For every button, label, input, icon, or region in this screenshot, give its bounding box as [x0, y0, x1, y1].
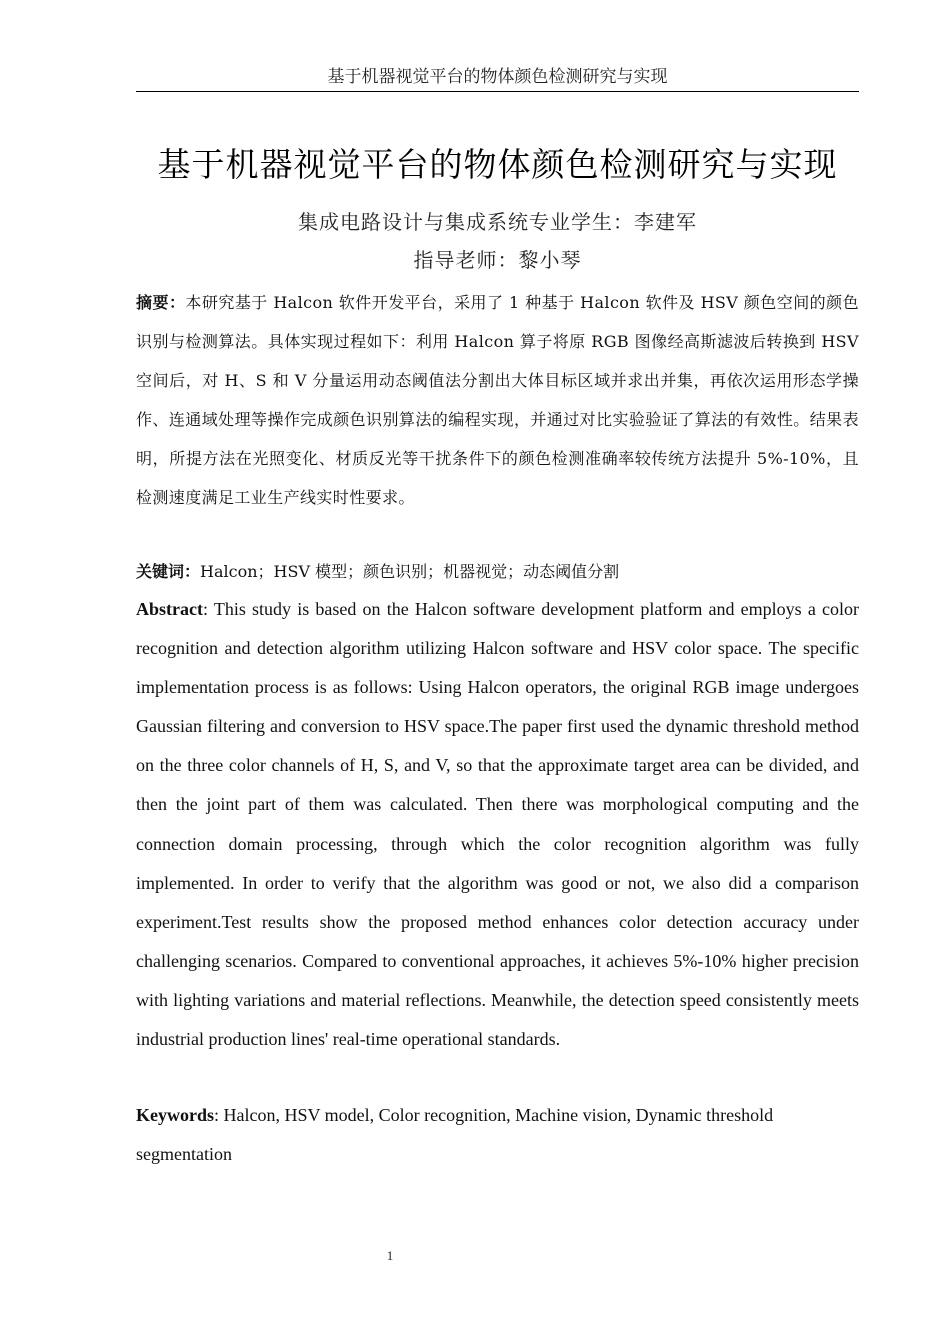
keywords-chinese-label: 关键词：	[136, 562, 201, 581]
abstract-english-text: : This study is based on the Halcon software development platform and employs a color recognition and detection algorithm utilizing Halcon software and HSV color space. The specific implementation process is as follows: Using Halcon operators, the original RGB image undergoes Gaussian filtering and conversion to HSV space.The paper first used the dynamic threshold method on the three color channels of H, S, and V, so that the approximate target area can be divided, and then the joint part of them was calculated. Then there was morphological computing and the connection domain processing, through which the color recognition algorithm was fully implemented. In order to verify that the algorithm was good or not, we also did a comparison experiment.Test results show the proposed method enhances color detection accuracy under challenging scenarios. Compared to conventional approaches, it achieves 5%-10% higher precision with lighting variations and material reflections. Meanwhile, the detection speed consistently meets industrial production lines' real-time operational standards.	[136, 599, 859, 1050]
abstract-chinese-label: 摘要：	[136, 293, 186, 312]
header-rule	[136, 91, 859, 92]
abstract-english	[136, 590, 859, 1059]
abstract-chinese-text: 本研究基于 Halcon 软件开发平台，采用了 1 种基于 Halcon 软件及 HSV 颜色空间的颜色识别与检测算法。具体实现过程如下：利用 Halcon 算子将原 RGB 图像经高斯滤波后转换到 HSV 空间后，对 H、S 和 V 分量运用动态阈值法分割出大体目标区域并求出并集，再依次运用形态学操作、连通域处理等操作完成颜色识别算法的编程实现，并通过对比实验验证了算法的有效性。结果表明，所提方法在光照变化、材质反光等干扰条件下的颜色检测准确率较传统方法提升 5%-10%，且检测速度满足工业生产线实时性要求。	[136, 293, 860, 507]
keywords-english-text: : Halcon, HSV model, Color recognition, Machine vision, Dynamic threshold segmentation	[136, 1105, 774, 1164]
keywords-english-label: Keywords	[136, 1105, 214, 1125]
keywords-chinese-text: Halcon；HSV 模型；颜色识别；机器视觉；动态阈值分割	[200, 562, 620, 581]
keywords-chinese	[136, 557, 859, 587]
keywords-english	[136, 1096, 859, 1174]
paper-title: 基于机器视觉平台的物体颜色检测研究与实现	[157, 145, 838, 184]
page-number: 1	[386, 1248, 394, 1263]
author-line: 集成电路设计与集成系统专业学生：李建军	[298, 210, 697, 234]
running-header: 基于机器视觉平台的物体颜色检测研究与实现	[327, 67, 668, 87]
advisor-line: 指导老师：黎小琴	[413, 248, 582, 272]
abstract-chinese	[136, 283, 859, 517]
abstract-english-label: Abstract	[136, 599, 203, 619]
